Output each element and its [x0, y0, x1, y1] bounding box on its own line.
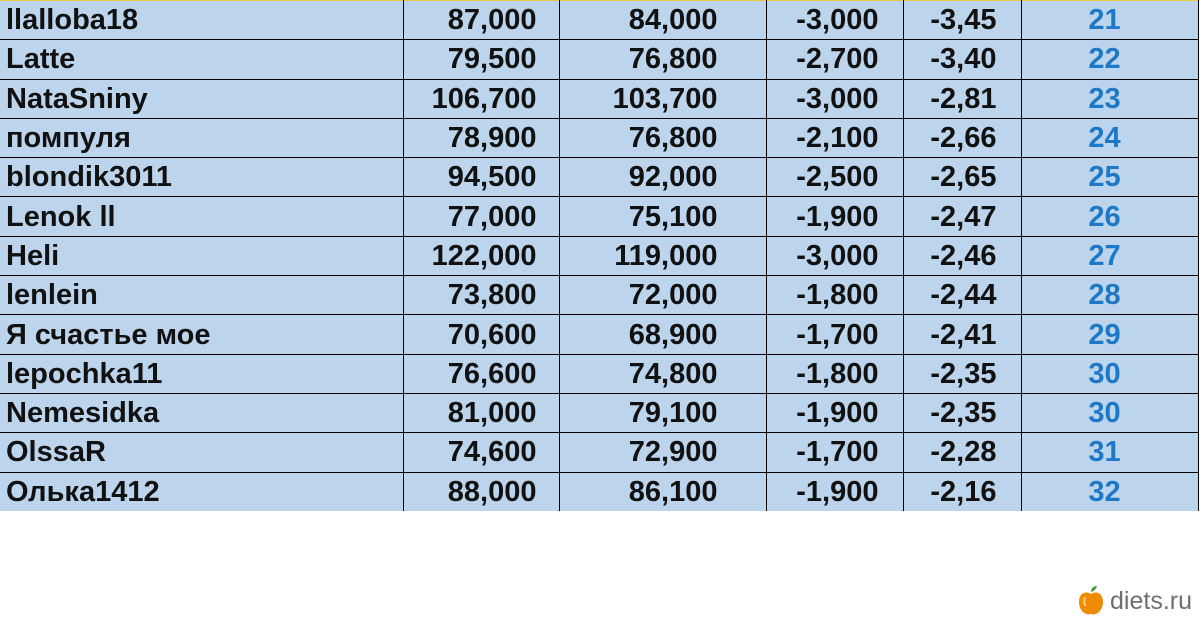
table-row	[0, 315, 1198, 354]
apple-logo-icon	[1076, 585, 1106, 617]
participant-name: OlssaR	[0, 433, 403, 472]
table-row	[0, 472, 1198, 511]
current-weight: 103,700	[559, 79, 766, 118]
start-weight: 94,500	[403, 158, 559, 197]
table-row	[0, 79, 1198, 118]
place-number: 29	[1021, 315, 1198, 354]
percent-change: -3,40	[903, 40, 1021, 79]
participant-name: NataSniny	[0, 79, 403, 118]
percent-change: -2,66	[903, 118, 1021, 157]
percent-change: -2,81	[903, 79, 1021, 118]
percent-change: -2,41	[903, 315, 1021, 354]
current-weight: 74,800	[559, 354, 766, 393]
place-number: 28	[1021, 276, 1198, 315]
place-number: 26	[1021, 197, 1198, 236]
place-number: 23	[1021, 79, 1198, 118]
current-weight: 68,900	[559, 315, 766, 354]
weight-change: -1,800	[766, 276, 903, 315]
weight-change: -2,700	[766, 40, 903, 79]
table-row	[0, 236, 1198, 275]
table-row	[0, 1, 1198, 40]
percent-change: -2,35	[903, 354, 1021, 393]
participant-name: помпуля	[0, 118, 403, 157]
table-row	[0, 197, 1198, 236]
start-weight: 78,900	[403, 118, 559, 157]
percent-change: -2,16	[903, 472, 1021, 511]
participant-name: Lenok ll	[0, 197, 403, 236]
start-weight: 73,800	[403, 276, 559, 315]
table-row	[0, 433, 1198, 472]
start-weight: 76,600	[403, 354, 559, 393]
current-weight: 86,100	[559, 472, 766, 511]
start-weight: 81,000	[403, 393, 559, 432]
watermark-text: diets.ru	[1110, 586, 1192, 615]
participant-name: Nemesidka	[0, 393, 403, 432]
participant-name: Я счастье мое	[0, 315, 403, 354]
place-number: 25	[1021, 158, 1198, 197]
start-weight: 106,700	[403, 79, 559, 118]
weight-change: -2,100	[766, 118, 903, 157]
start-weight: 87,000	[403, 1, 559, 40]
current-weight: 76,800	[559, 40, 766, 79]
percent-change: -2,44	[903, 276, 1021, 315]
table-row	[0, 40, 1198, 79]
start-weight: 77,000	[403, 197, 559, 236]
start-weight: 70,600	[403, 315, 559, 354]
place-number: 32	[1021, 472, 1198, 511]
weight-change: -3,000	[766, 236, 903, 275]
weight-change: -1,900	[766, 472, 903, 511]
participant-name: Latte	[0, 40, 403, 79]
place-number: 21	[1021, 1, 1198, 40]
weight-change: -1,700	[766, 315, 903, 354]
percent-change: -3,45	[903, 1, 1021, 40]
current-weight: 119,000	[559, 236, 766, 275]
weight-change: -3,000	[766, 1, 903, 40]
table-row	[0, 393, 1198, 432]
weight-change: -1,900	[766, 393, 903, 432]
current-weight: 72,000	[559, 276, 766, 315]
place-number: 24	[1021, 118, 1198, 157]
weight-change: -1,700	[766, 433, 903, 472]
weight-change: -1,800	[766, 354, 903, 393]
table-row	[0, 276, 1198, 315]
start-weight: 74,600	[403, 433, 559, 472]
place-number: 31	[1021, 433, 1198, 472]
participant-name: Heli	[0, 236, 403, 275]
table-row	[0, 118, 1198, 157]
percent-change: -2,47	[903, 197, 1021, 236]
weight-change: -1,900	[766, 197, 903, 236]
current-weight: 72,900	[559, 433, 766, 472]
current-weight: 75,100	[559, 197, 766, 236]
start-weight: 79,500	[403, 40, 559, 79]
participant-name: lepochka11	[0, 354, 403, 393]
current-weight: 79,100	[559, 393, 766, 432]
participant-name: lenlein	[0, 276, 403, 315]
current-weight: 84,000	[559, 1, 766, 40]
participant-name: Олька1412	[0, 472, 403, 511]
percent-change: -2,46	[903, 236, 1021, 275]
site-watermark	[1076, 585, 1192, 617]
current-weight: 92,000	[559, 158, 766, 197]
percent-change: -2,28	[903, 433, 1021, 472]
percent-change: -2,35	[903, 393, 1021, 432]
place-number: 30	[1021, 354, 1198, 393]
place-number: 30	[1021, 393, 1198, 432]
table-body	[0, 1, 1198, 511]
current-weight: 76,800	[559, 118, 766, 157]
table-row	[0, 158, 1198, 197]
start-weight: 88,000	[403, 472, 559, 511]
table-row	[0, 354, 1198, 393]
start-weight: 122,000	[403, 236, 559, 275]
place-number: 27	[1021, 236, 1198, 275]
place-number: 22	[1021, 40, 1198, 79]
weight-change: -2,500	[766, 158, 903, 197]
weight-change: -3,000	[766, 79, 903, 118]
participant-name: blondik3011	[0, 158, 403, 197]
percent-change: -2,65	[903, 158, 1021, 197]
participant-name: llalloba18	[0, 1, 403, 40]
